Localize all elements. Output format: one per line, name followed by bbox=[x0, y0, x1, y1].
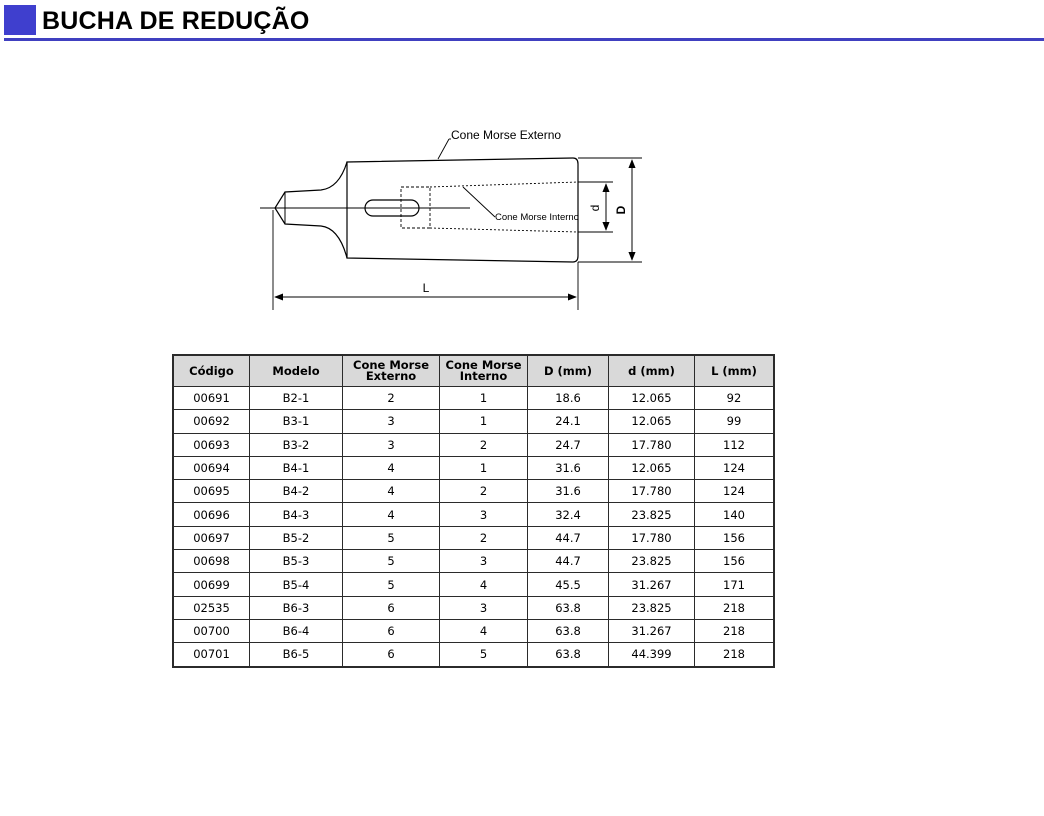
cell-d: 23.825 bbox=[609, 596, 695, 619]
specification-table bbox=[172, 354, 775, 668]
cell-L: 156 bbox=[695, 526, 775, 549]
cell-d: 12.065 bbox=[609, 410, 695, 433]
cell-cone-externo: 4 bbox=[343, 456, 440, 479]
cell-D: 18.6 bbox=[528, 387, 609, 410]
table-row bbox=[173, 480, 774, 503]
dimension-d-label: d bbox=[588, 204, 602, 212]
cell-D: 31.6 bbox=[528, 456, 609, 479]
cell-d: 17.780 bbox=[609, 526, 695, 549]
table-header-row bbox=[173, 355, 774, 387]
cell-codigo: 00698 bbox=[173, 550, 250, 573]
cell-cone-interno: 5 bbox=[440, 643, 528, 667]
cell-D: 63.8 bbox=[528, 619, 609, 642]
cell-D: 44.7 bbox=[528, 550, 609, 573]
cell-cone-interno: 3 bbox=[440, 596, 528, 619]
cell-codigo: 00691 bbox=[173, 387, 250, 410]
cell-D: 31.6 bbox=[528, 480, 609, 503]
cell-D: 45.5 bbox=[528, 573, 609, 596]
cell-modelo: B5-4 bbox=[250, 573, 343, 596]
technical-drawing bbox=[255, 120, 655, 315]
table-row bbox=[173, 643, 774, 667]
cell-L: 218 bbox=[695, 619, 775, 642]
sleeve-tang-outline bbox=[275, 162, 347, 258]
label-cone-morse-interno: Cone Morse Interno bbox=[495, 212, 579, 223]
header-cone-interno: Cone Morse Interno bbox=[440, 355, 528, 387]
cell-d: 31.267 bbox=[609, 619, 695, 642]
table-row bbox=[173, 503, 774, 526]
cell-cone-interno: 1 bbox=[440, 410, 528, 433]
dimension-L-label: L bbox=[422, 281, 430, 295]
header-d: d (mm) bbox=[609, 355, 695, 387]
cell-d: 44.399 bbox=[609, 643, 695, 667]
cell-cone-interno: 3 bbox=[440, 550, 528, 573]
cell-cone-externo: 5 bbox=[343, 550, 440, 573]
internal-cone-hidden bbox=[401, 187, 430, 228]
cell-d: 12.065 bbox=[609, 387, 695, 410]
cell-modelo: B5-2 bbox=[250, 526, 343, 549]
cell-codigo: 00697 bbox=[173, 526, 250, 549]
cell-L: 92 bbox=[695, 387, 775, 410]
label-cone-morse-externo: Cone Morse Externo bbox=[451, 128, 562, 142]
cell-D: 44.7 bbox=[528, 526, 609, 549]
cell-cone-externo: 2 bbox=[343, 387, 440, 410]
cell-cone-externo: 6 bbox=[343, 643, 440, 667]
cell-cone-interno: 2 bbox=[440, 480, 528, 503]
table-row bbox=[173, 550, 774, 573]
cell-codigo: 00693 bbox=[173, 433, 250, 456]
cell-cone-externo: 5 bbox=[343, 526, 440, 549]
table-row bbox=[173, 410, 774, 433]
page-header bbox=[4, 4, 1044, 40]
cell-D: 24.1 bbox=[528, 410, 609, 433]
cell-modelo: B3-1 bbox=[250, 410, 343, 433]
cell-L: 99 bbox=[695, 410, 775, 433]
table-row bbox=[173, 619, 774, 642]
cell-codigo: 00700 bbox=[173, 619, 250, 642]
header-rule bbox=[4, 38, 1044, 41]
cell-d: 12.065 bbox=[609, 456, 695, 479]
cell-cone-externo: 6 bbox=[343, 619, 440, 642]
cell-D: 63.8 bbox=[528, 596, 609, 619]
cell-modelo: B6-4 bbox=[250, 619, 343, 642]
header-codigo: Código bbox=[173, 355, 250, 387]
table-row bbox=[173, 433, 774, 456]
table-row bbox=[173, 573, 774, 596]
cell-d: 17.780 bbox=[609, 480, 695, 503]
cell-codigo: 00694 bbox=[173, 456, 250, 479]
cell-modelo: B4-2 bbox=[250, 480, 343, 503]
cell-codigo: 00692 bbox=[173, 410, 250, 433]
header-accent-square bbox=[4, 5, 36, 35]
cell-L: 124 bbox=[695, 456, 775, 479]
cell-modelo: B5-3 bbox=[250, 550, 343, 573]
cell-d: 17.780 bbox=[609, 433, 695, 456]
cell-modelo: B6-5 bbox=[250, 643, 343, 667]
cell-cone-interno: 2 bbox=[440, 433, 528, 456]
cell-D: 24.7 bbox=[528, 433, 609, 456]
cell-cone-interno: 2 bbox=[440, 526, 528, 549]
cell-modelo: B6-3 bbox=[250, 596, 343, 619]
table-row bbox=[173, 526, 774, 549]
cell-modelo: B3-2 bbox=[250, 433, 343, 456]
cell-cone-externo: 4 bbox=[343, 480, 440, 503]
cell-modelo: B2-1 bbox=[250, 387, 343, 410]
cell-cone-externo: 6 bbox=[343, 596, 440, 619]
cell-d: 23.825 bbox=[609, 550, 695, 573]
table-body bbox=[173, 387, 774, 667]
cell-cone-interno: 1 bbox=[440, 387, 528, 410]
cell-D: 63.8 bbox=[528, 643, 609, 667]
table-row bbox=[173, 456, 774, 479]
cell-codigo: 00701 bbox=[173, 643, 250, 667]
cell-cone-interno: 4 bbox=[440, 573, 528, 596]
cell-D: 32.4 bbox=[528, 503, 609, 526]
page-title: BUCHA DE REDUÇÃO bbox=[42, 7, 310, 35]
cell-d: 23.825 bbox=[609, 503, 695, 526]
cell-L: 218 bbox=[695, 643, 775, 667]
cell-L: 124 bbox=[695, 480, 775, 503]
cell-codigo: 02535 bbox=[173, 596, 250, 619]
header-L: L (mm) bbox=[695, 355, 775, 387]
cell-cone-externo: 3 bbox=[343, 410, 440, 433]
sleeve-body-outline bbox=[347, 158, 578, 262]
cell-L: 218 bbox=[695, 596, 775, 619]
header-cone-externo: Cone Morse Externo bbox=[343, 355, 440, 387]
cell-codigo: 00695 bbox=[173, 480, 250, 503]
cell-modelo: B4-1 bbox=[250, 456, 343, 479]
cell-L: 156 bbox=[695, 550, 775, 573]
cell-d: 31.267 bbox=[609, 573, 695, 596]
header-D: D (mm) bbox=[528, 355, 609, 387]
cell-cone-externo: 5 bbox=[343, 573, 440, 596]
cell-cone-interno: 3 bbox=[440, 503, 528, 526]
cell-codigo: 00696 bbox=[173, 503, 250, 526]
dimension-D-label: D bbox=[614, 205, 628, 215]
cell-cone-interno: 4 bbox=[440, 619, 528, 642]
cell-cone-externo: 4 bbox=[343, 503, 440, 526]
cell-codigo: 00699 bbox=[173, 573, 250, 596]
header-modelo: Modelo bbox=[250, 355, 343, 387]
cell-cone-interno: 1 bbox=[440, 456, 528, 479]
cell-L: 140 bbox=[695, 503, 775, 526]
table-row bbox=[173, 387, 774, 410]
cell-L: 112 bbox=[695, 433, 775, 456]
cell-L: 171 bbox=[695, 573, 775, 596]
table-row bbox=[173, 596, 774, 619]
cell-modelo: B4-3 bbox=[250, 503, 343, 526]
cell-cone-externo: 3 bbox=[343, 433, 440, 456]
